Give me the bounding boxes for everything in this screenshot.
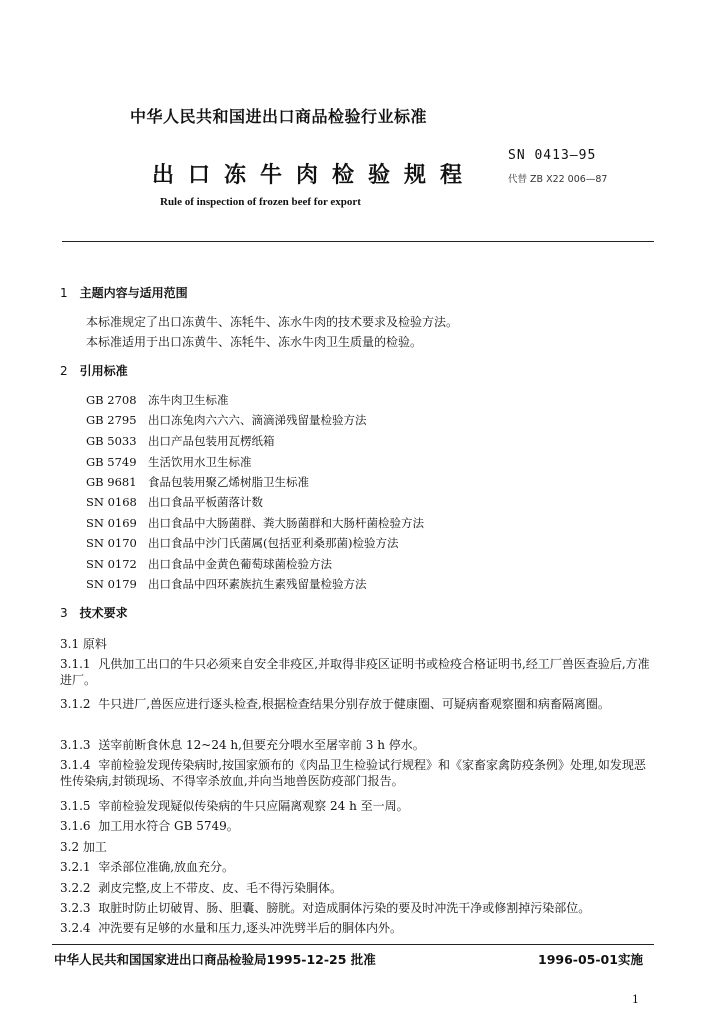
issuer-line: 中华人民共和国国家进出口商品检验局1995-12-25 批准 xyxy=(54,952,376,967)
clause xyxy=(60,737,656,753)
clause-number: 3.2.3 xyxy=(60,901,91,915)
reference-item xyxy=(86,535,398,551)
footer-divider xyxy=(52,944,654,945)
clause-number: 3.1.2 xyxy=(60,697,91,711)
paragraph: 本标准规定了出口冻黄牛、冻牦牛、冻水牛肉的技术要求及检验方法。 xyxy=(86,315,459,329)
reference-item xyxy=(86,392,229,408)
clause-text: 宰前检验发现传染病时,按国家颁布的《肉品卫生检验试行规程》和《家畜家禽防疫条例》处理,如发现恶性传染病,封锁现场、不得宰杀放血,并向当地兽医防疫部门报告。 xyxy=(60,758,646,788)
clause-number: 3.1.1 xyxy=(60,657,91,671)
clause-number: 3.1.3 xyxy=(60,738,91,752)
header-divider xyxy=(62,241,654,242)
reference-item xyxy=(86,556,332,572)
clause-text: 加工用水符合 GB 5749。 xyxy=(98,819,239,833)
clause-number: 3.1.6 xyxy=(60,819,91,833)
section-2-heading xyxy=(60,362,128,379)
reference-code: GB 5033 xyxy=(86,434,137,448)
clause xyxy=(60,696,656,712)
clause xyxy=(60,920,656,936)
reference-code: SN 0172 xyxy=(86,557,137,571)
clause-number: 3.2.1 xyxy=(60,860,91,874)
clause-number: 3.1.5 xyxy=(60,799,91,813)
clause-text: 冲洗要有足够的水量和压力,逐头冲洗劈半后的胴体内外。 xyxy=(98,921,403,935)
section-title: 主题内容与适用范围 xyxy=(79,286,188,300)
english-title: Rule of inspection of frozen beef for export xyxy=(160,196,361,208)
clause-text: 牛只进厂,兽医应进行逐头检查,根据检查结果分别存放于健康圈、可疑病畜观察圈和病畜隔离圈。 xyxy=(98,697,610,711)
clause-text: 宰前检验发现疑似传染病的牛只应隔离观察 24 h 至一周。 xyxy=(98,799,409,813)
reference-name: 出口食品中沙门氏菌属(包括亚利桑那菌)检验方法 xyxy=(148,536,399,550)
reference-item xyxy=(86,433,275,449)
clause-text: 取脏时防止切破胃、肠、胆囊、膀胱。对造成胴体污染的要及时冲洗干净或修割掉污染部位。 xyxy=(98,901,591,915)
clause xyxy=(60,880,656,896)
section-1-heading xyxy=(60,284,188,301)
reference-code: SN 0169 xyxy=(86,516,137,530)
reference-name: 出口食品平板菌落计数 xyxy=(148,495,263,509)
section-number: 2 xyxy=(60,364,68,378)
reference-name: 出口食品中四环素族抗生素残留量检验方法 xyxy=(148,577,367,591)
standard-code: SN 0413—95 xyxy=(508,148,597,163)
reference-item xyxy=(86,576,367,592)
reference-item xyxy=(86,515,424,531)
reference-code: GB 5749 xyxy=(86,455,137,469)
section-title: 技术要求 xyxy=(79,606,128,620)
reference-item xyxy=(86,474,309,490)
clause-text: 凡供加工出口的牛只必须来自安全非疫区,并取得非疫区证明书或检疫合格证明书,经工厂兽医查验后,方准进厂。 xyxy=(60,657,650,687)
reference-name: 出口冻兔肉六六六、滴滴涕残留量检验方法 xyxy=(148,413,367,427)
reference-name: 出口食品中大肠菌群、粪大肠菌群和大肠杆菌检验方法 xyxy=(148,516,424,530)
subsection-heading: 3.2 加工 xyxy=(60,840,107,854)
section-title: 引用标准 xyxy=(79,364,128,378)
org-title: 中华人民共和国进出口商品检验行业标准 xyxy=(130,107,428,126)
reference-item xyxy=(86,494,263,510)
reference-name: 冻牛肉卫生标准 xyxy=(148,393,229,407)
clause-text: 剥皮完整,皮上不带皮、皮、毛不得污染胴体。 xyxy=(98,881,343,895)
replaced-code: 代替 ZB X22 006—87 xyxy=(508,174,608,185)
clause-number: 3.2.2 xyxy=(60,881,91,895)
clause xyxy=(60,757,656,789)
clause xyxy=(60,859,656,875)
clause-number: 3.2.4 xyxy=(60,921,91,935)
reference-item xyxy=(86,454,252,470)
reference-name: 生活饮用水卫生标准 xyxy=(148,455,252,469)
section-number: 1 xyxy=(60,286,68,300)
reference-code: GB 2708 xyxy=(86,393,137,407)
clause-number: 3.1.4 xyxy=(60,758,91,772)
reference-code: SN 0179 xyxy=(86,577,137,591)
clause xyxy=(60,900,656,916)
effective-date: 1996-05-01实施 xyxy=(538,952,643,967)
page-number: 1 xyxy=(632,993,639,1006)
reference-code: GB 2795 xyxy=(86,413,137,427)
reference-code: GB 9681 xyxy=(86,475,137,489)
reference-item xyxy=(86,412,367,428)
clause xyxy=(60,798,656,814)
clause xyxy=(60,656,656,688)
section-3-heading xyxy=(60,604,128,621)
clause-text: 送宰前断食休息 12~24 h,但要充分喂水至屠宰前 3 h 停水。 xyxy=(98,738,425,752)
reference-code: SN 0168 xyxy=(86,495,137,509)
reference-name: 食品包装用聚乙烯树脂卫生标准 xyxy=(148,475,309,489)
subsection-heading: 3.1 原料 xyxy=(60,637,107,651)
reference-name: 出口产品包装用瓦楞纸箱 xyxy=(148,434,275,448)
clause-text: 宰杀部位准确,放血充分。 xyxy=(98,860,235,874)
reference-code: SN 0170 xyxy=(86,536,137,550)
reference-name: 出口食品中金黄色葡萄球菌检验方法 xyxy=(148,557,332,571)
clause xyxy=(60,818,656,834)
document-title: 出口冻牛肉检验规程 xyxy=(152,163,477,188)
paragraph: 本标准适用于出口冻黄牛、冻牦牛、冻水牛肉卫生质量的检验。 xyxy=(86,335,423,349)
section-number: 3 xyxy=(60,606,68,620)
